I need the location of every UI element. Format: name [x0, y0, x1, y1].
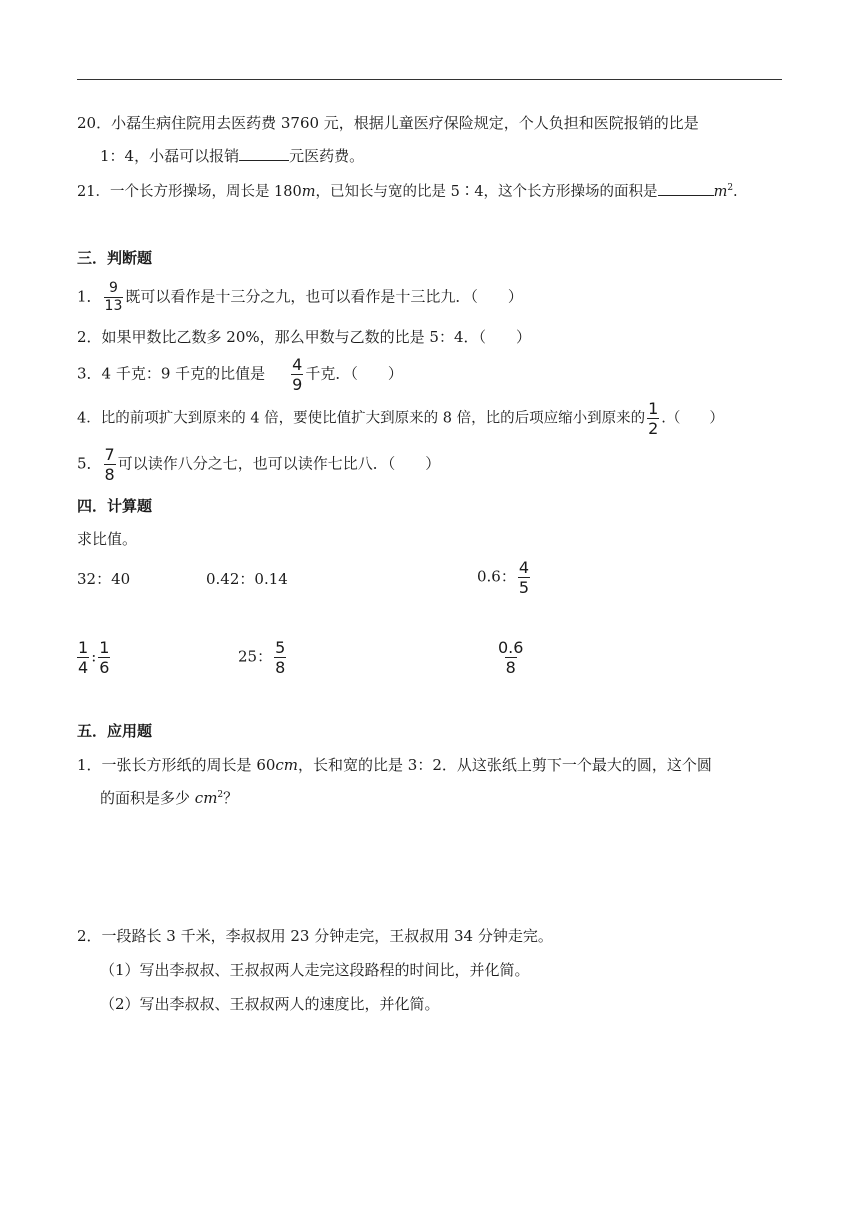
q20-text-b: 元医药费。	[289, 147, 365, 165]
calc-expr-5-fraction	[274, 638, 286, 677]
q21-text-b: ，已知长与宽的比是 5∶4，这个长方形操场的面积是	[315, 184, 658, 200]
section4-title: 四．计算题	[77, 497, 153, 515]
calc-expr-3-den: 5	[518, 578, 530, 597]
calc-expr-3-text: 0.6：	[477, 567, 516, 586]
s3-q1-frac-den: 13	[104, 298, 123, 314]
s3-q3-fraction	[291, 355, 303, 394]
calc-expr-2: 0.42：0.14	[206, 570, 288, 588]
s3-q3-text-b: 千克．（ ）	[305, 364, 403, 383]
s5-q2-sub2: （2）写出李叔叔、王叔叔两人的速度比，并化简。	[100, 995, 440, 1013]
section5-title: 五．应用题	[77, 722, 153, 740]
s3-q5	[77, 445, 440, 484]
s3-q5-frac-den: 8	[104, 465, 115, 484]
calc-expr-3-num: 4	[518, 558, 530, 577]
q21-unit-sup: 2	[727, 183, 734, 194]
s3-q2	[77, 326, 531, 347]
calc-expr-1: 32：40	[77, 570, 131, 588]
calc-expr-3-fraction	[518, 558, 530, 597]
q20-line2	[100, 145, 364, 166]
s3-q1-fraction	[104, 280, 124, 315]
q21-unit: m	[713, 184, 728, 200]
calc-expr-3	[477, 558, 532, 597]
s3-q4-fraction	[647, 399, 659, 438]
s5-q1-text-d: ？	[223, 789, 239, 807]
s5-q1-unit-sup: 2	[217, 790, 224, 800]
calc-expr-4-sep: :	[91, 647, 97, 666]
s3-q4-frac-num: 1	[648, 399, 659, 418]
section3-title: 三．判断题	[77, 249, 153, 267]
s3-q1-frac-num: 9	[109, 280, 118, 296]
s3-q5-text: 可以读作八分之七，也可以读作七比八．（ ）	[117, 454, 441, 473]
calc-expr-4-num-2: 1	[99, 638, 110, 657]
s5-q1-text-a: 1．一张长方形纸的周长是 60	[77, 756, 276, 774]
s3-q1	[77, 280, 523, 315]
q21-text-a: 21．一个长方形操场，周长是 180	[77, 184, 302, 200]
s5-q2-sub1: （1）写出李叔叔、王叔叔两人走完这段路程的时间比，并化简。	[100, 961, 530, 979]
calc-expr-4-fraction-2	[98, 638, 110, 677]
header-rule	[77, 79, 782, 80]
s3-q5-fraction	[104, 445, 116, 484]
s3-q3-frac-num: 4	[292, 355, 303, 374]
calc-expr-5-num: 5	[275, 638, 286, 657]
s3-q5-frac-num: 7	[104, 445, 115, 464]
calc-expr-4-num-1: 1	[78, 638, 89, 657]
calc-expr-6-fraction	[497, 638, 524, 677]
s3-q3-text-a: 3．4 千克：9 千克的比值是	[77, 364, 266, 383]
q20-line1	[77, 112, 699, 133]
s5-q2-line1: 2．一段路长 3 千米，李叔叔用 23 分钟走完，王叔叔用 34 分钟走完。	[77, 927, 553, 945]
section4-instruction: 求比值。	[77, 530, 138, 548]
calc-expr-4	[77, 638, 112, 677]
calc-expr-5	[238, 638, 288, 677]
q20-text: 20．小磊生病住院用去医药费 3760 元，根据儿童医疗保险规定，个人负担和医院报销的比是	[77, 114, 699, 132]
s5-q1-unit: cm	[194, 789, 218, 807]
s3-q2-text: 2．如果甲数比乙数多 20%，那么甲数与乙数的比是 5：4．（ ）	[77, 328, 532, 346]
q21-answer-blank[interactable]	[658, 194, 714, 196]
s5-q1-text-c: 的面积是多少	[100, 789, 191, 807]
calc-expr-5-den: 8	[275, 658, 286, 677]
s3-q4-text-b: .（ ）	[661, 410, 724, 427]
q20-answer-blank[interactable]	[239, 159, 289, 161]
s3-q4-text-a: 4．比的前项扩大到原来的 4 倍，要使比值扩大到原来的 8 倍，比的后项应缩小到原来的	[77, 410, 646, 427]
s5-q1-line2	[100, 787, 238, 808]
calc-expr-4-fraction-1	[77, 638, 89, 677]
calc-expr-4-den-1: 4	[78, 658, 89, 677]
q21-end: .	[733, 184, 738, 200]
s3-q4	[77, 399, 724, 438]
calc-expr-6-num: 0.6	[498, 638, 524, 657]
s5-q1-unit-cm: cm	[275, 756, 299, 774]
q21-line	[77, 180, 738, 201]
s3-q3-frac-den: 9	[292, 375, 303, 394]
calc-expr-4-den-2: 6	[99, 658, 110, 677]
s5-q1-text-b: ，长和宽的比是 3：2．从这张纸上剪下一个最大的圆，这个圆	[298, 756, 712, 774]
s3-q5-num: 5．	[77, 454, 102, 473]
s5-q1-line1	[77, 754, 712, 775]
calc-expr-5-text: 25：	[238, 647, 273, 666]
s3-q3	[77, 355, 403, 394]
q21-unit-m: m	[301, 184, 316, 200]
calc-expr-6-den: 8	[505, 658, 516, 677]
q20-text-a: 1：4，小磊可以报销	[100, 147, 240, 165]
calc-expr-6	[495, 638, 526, 677]
s3-q4-frac-den: 2	[648, 419, 659, 438]
s3-q1-num: 1．	[77, 287, 102, 306]
s3-q1-text: 既可以看作是十三分之九，也可以看作是十三比九．（ ）	[125, 287, 523, 306]
